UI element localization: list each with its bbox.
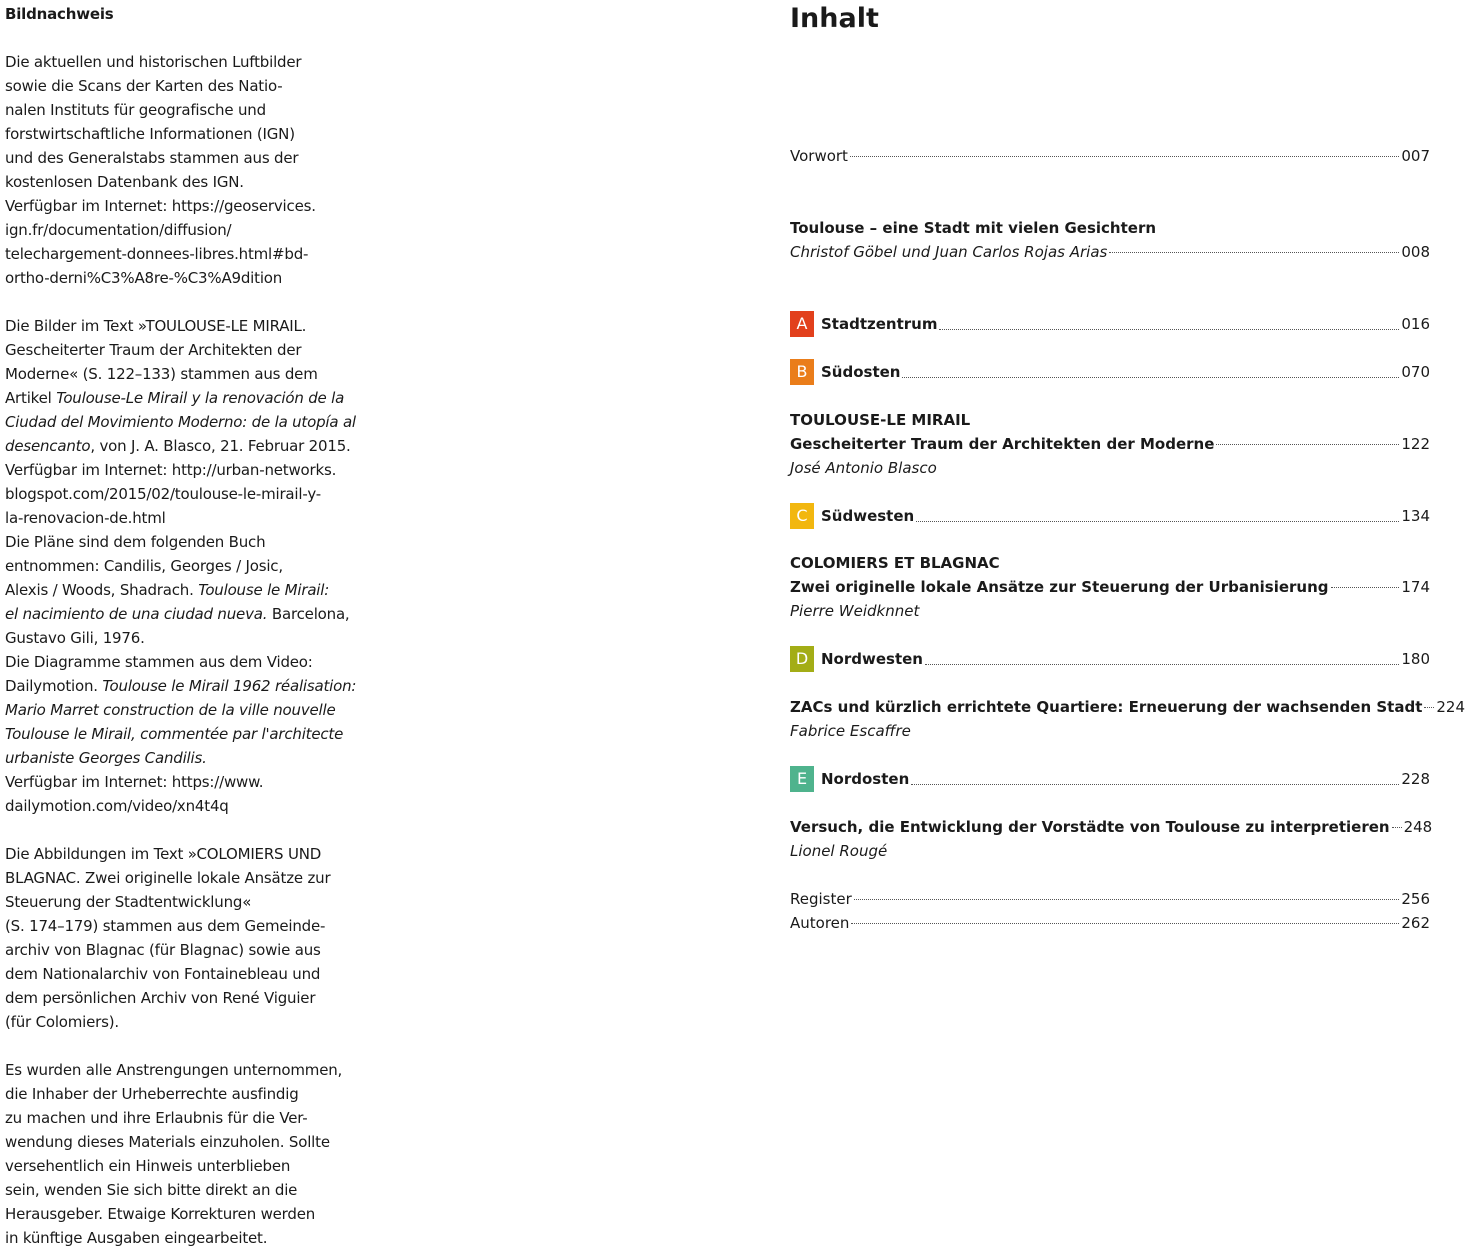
text-line: in künftige Ausgaben eingearbeitet. — [5, 1229, 268, 1247]
section-badge-a: A — [790, 311, 814, 337]
toc-section-a[interactable] — [790, 311, 1430, 337]
text-line: Die Pläne sind dem folgenden Buch — [5, 533, 266, 551]
section-label: Nordosten — [821, 770, 910, 788]
paragraph-copyright-notice — [5, 1058, 385, 1250]
page-number: 007 — [1401, 147, 1430, 165]
page-number: 180 — [1401, 650, 1430, 668]
text-line: forstwirtschaftliche Informationen (IGN) — [5, 125, 295, 143]
text-segment: Alexis / Woods, Shadrach. — [5, 581, 199, 599]
page-number: 248 — [1403, 818, 1433, 836]
leader-dots — [1216, 444, 1399, 445]
leader-dots — [925, 664, 1399, 665]
page-number: 174 — [1401, 578, 1430, 596]
text-line: telechargement-donnees-libres.html#bd- — [5, 245, 309, 263]
leader-dots — [939, 329, 1399, 330]
section-label: Südosten — [821, 363, 901, 381]
text-line — [5, 410, 385, 434]
toc-section-d[interactable] — [790, 646, 1430, 672]
paragraph-ign — [5, 50, 385, 290]
text-line: blogspot.com/2015/02/toulouse-le-mirail-y- — [5, 485, 321, 503]
toc-title-text: Zwei originelle lokale Ansätze zur Steuerung der Urbanisierung — [790, 578, 1329, 596]
text-line: zu machen und ihre Erlaubnis für die Ver- — [5, 1109, 308, 1127]
page-number: 008 — [1401, 243, 1430, 261]
left-page — [5, 2, 385, 1250]
text-segment: , von J. A. Blasco, 21. Februar 2015. — [90, 437, 351, 455]
toc-author: José Antonio Blasco — [790, 459, 937, 477]
paragraph-mirail-credits — [5, 314, 385, 818]
text-line: Verfügbar im Internet: https://geoservices. — [5, 197, 316, 215]
leader-dots — [1424, 707, 1434, 708]
section-badge-b: B — [790, 359, 814, 385]
toc-title-text: Versuch, die Entwicklung der Vorstädte von Toulouse zu interpretieren — [790, 818, 1390, 836]
toc-label: Vorwort — [790, 147, 848, 165]
text-line: Gustavo Gili, 1976. — [5, 629, 145, 647]
page-number: 070 — [1401, 363, 1430, 381]
toc-title: Inhalt — [790, 3, 879, 34]
page-number: 224 — [1436, 698, 1465, 716]
italic-segment: Toulouse le Mirail, commentée par l'architecte — [5, 725, 344, 743]
text-line: Die Diagramme stammen aus dem Video: — [5, 653, 313, 671]
page-number: 122 — [1401, 435, 1430, 453]
leader-dots — [851, 923, 1399, 924]
section-label: Südwesten — [821, 507, 915, 525]
leader-dots — [911, 784, 1399, 785]
leader-dots — [850, 156, 1399, 157]
section-label: Stadtzentrum — [821, 315, 938, 333]
text-line: dem Nationalarchiv von Fontainebleau und — [5, 965, 321, 983]
toc-entry-colomiers[interactable] — [790, 551, 1430, 623]
text-line: sein, wenden Sie sich bitte direkt an die — [5, 1181, 298, 1199]
text-segment: Barcelona, — [267, 605, 350, 623]
text-line — [5, 674, 385, 698]
text-line — [5, 722, 385, 746]
toc-author: Christof Göbel und Juan Carlos Rojas Arias — [790, 243, 1108, 261]
text-line: und des Generalstabs stammen aus der — [5, 149, 299, 167]
section-badge-d: D — [790, 646, 814, 672]
text-line: BLAGNAC. Zwei originelle lokale Ansätze zur — [5, 869, 331, 887]
italic-segment: Ciudad del Movimiento Moderno: de la utopía al — [5, 413, 356, 431]
text-line: ign.fr/documentation/diffusion/ — [5, 221, 232, 239]
toc-author: Pierre Weidknnet — [790, 602, 920, 620]
paragraph-colomiers-credits — [5, 842, 385, 1034]
text-line: dem persönlichen Archiv von René Viguier — [5, 989, 316, 1007]
toc-entry-autoren[interactable] — [790, 911, 1430, 935]
leader-dots — [1331, 587, 1400, 588]
toc-author: Fabrice Escaffre — [790, 722, 911, 740]
toc-title-text: ZACs und kürzlich errichtete Quartiere: Erneuerung der wachsenden Stadt — [790, 698, 1423, 716]
text-line — [5, 746, 385, 770]
text-line: entnommen: Candilis, Georges / Josic, — [5, 557, 283, 575]
toc-entry-mirail[interactable] — [790, 408, 1430, 480]
text-line: archiv von Blagnac (für Blagnac) sowie aus — [5, 941, 321, 959]
page-number: 262 — [1401, 914, 1430, 932]
toc-section-c[interactable] — [790, 503, 1430, 529]
section-label: Nordwesten — [821, 650, 923, 668]
text-segment: Artikel — [5, 389, 57, 407]
text-line — [5, 578, 385, 602]
toc-entry-register[interactable] — [790, 887, 1430, 911]
text-line: Die Abbildungen im Text »COLOMIERS UND — [5, 845, 322, 863]
italic-segment: Mario Marret construction de la ville nouvelle — [5, 701, 336, 719]
page-number: 016 — [1401, 315, 1430, 333]
text-line: Die Bilder im Text »TOULOUSE-LE MIRAIL. — [5, 317, 307, 335]
text-line: Die aktuellen und historischen Luftbilder — [5, 53, 302, 71]
toc-title-text: Gescheiterter Traum der Architekten der Moderne — [790, 435, 1215, 453]
leader-dots — [854, 899, 1400, 900]
text-line: wendung dieses Materials einzuholen. Sollte — [5, 1133, 330, 1151]
text-line: la-renovacion-de.html — [5, 509, 166, 527]
toc-author: Lionel Rougé — [790, 842, 888, 860]
toc-section-e[interactable] — [790, 766, 1430, 792]
toc-kicker: COLOMIERS ET BLAGNAC — [790, 554, 1000, 572]
leader-dots — [1109, 252, 1399, 253]
text-line: nalen Instituts für geografische und — [5, 101, 266, 119]
page-number: 256 — [1401, 890, 1430, 908]
italic-segment: el nacimiento de una ciudad nueva. — [5, 605, 268, 623]
text-line: dailymotion.com/video/xn4t4q — [5, 797, 229, 815]
text-line: ortho-derni%C3%A8re-%C3%A9dition — [5, 269, 283, 287]
text-line: Herausgeber. Etwaige Korrekturen werden — [5, 1205, 316, 1223]
text-segment: Dailymotion. — [5, 677, 103, 695]
leader-dots — [916, 521, 1399, 522]
toc-entry-vorwort[interactable] — [790, 144, 1430, 168]
toc-label: Autoren — [790, 914, 850, 932]
page-number: 228 — [1401, 770, 1430, 788]
text-line: sowie die Scans der Karten des Natio- — [5, 77, 283, 95]
toc-title-text: Toulouse – eine Stadt mit vielen Gesichtern — [790, 219, 1157, 237]
text-line: versehentlich ein Hinweis unterblieben — [5, 1157, 291, 1175]
leader-dots — [902, 377, 1399, 378]
leader-dots — [1392, 827, 1402, 828]
text-line: kostenlosen Datenbank des IGN. — [5, 173, 244, 191]
text-line: (S. 174–179) stammen aus dem Gemeinde- — [5, 917, 326, 935]
italic-segment: Toulouse le Mirail: — [198, 581, 330, 599]
toc-entry-zacs[interactable] — [790, 695, 1465, 743]
text-line — [5, 386, 385, 410]
text-line: Gescheiterter Traum der Architekten der — [5, 341, 302, 359]
text-line: Moderne« (S. 122–133) stammen aus dem — [5, 365, 318, 383]
section-badge-e: E — [790, 766, 814, 792]
toc-label: Register — [790, 890, 852, 908]
text-line: (für Colomiers). — [5, 1013, 119, 1031]
text-line — [5, 602, 385, 626]
italic-segment: Toulouse-Le Mirail y la renovación de la — [56, 389, 345, 407]
italic-segment: Toulouse le Mirail 1962 réalisation: — [102, 677, 357, 695]
text-line: Es wurden alle Anstrengungen unternommen, — [5, 1061, 343, 1079]
toc-section-b[interactable] — [790, 359, 1430, 385]
text-line: Verfügbar im Internet: http://urban-networks. — [5, 461, 337, 479]
toc-entry-versuch[interactable] — [790, 815, 1433, 863]
toc-entry-toulouse[interactable] — [790, 216, 1430, 264]
section-badge-c: C — [790, 503, 814, 529]
text-line — [5, 434, 385, 458]
italic-segment: desencanto — [5, 437, 91, 455]
text-line: Verfügbar im Internet: https://www. — [5, 773, 264, 791]
text-line — [5, 698, 385, 722]
toc-kicker: TOULOUSE-LE MIRAIL — [790, 411, 971, 429]
italic-segment: urbaniste Georges Candilis. — [5, 749, 207, 767]
text-line: Steuerung der Stadtentwicklung« — [5, 893, 252, 911]
bildnachweis-heading: Bildnachweis — [5, 5, 114, 23]
text-line: die Inhaber der Urheberrechte ausfindig — [5, 1085, 299, 1103]
page-number: 134 — [1401, 507, 1430, 525]
